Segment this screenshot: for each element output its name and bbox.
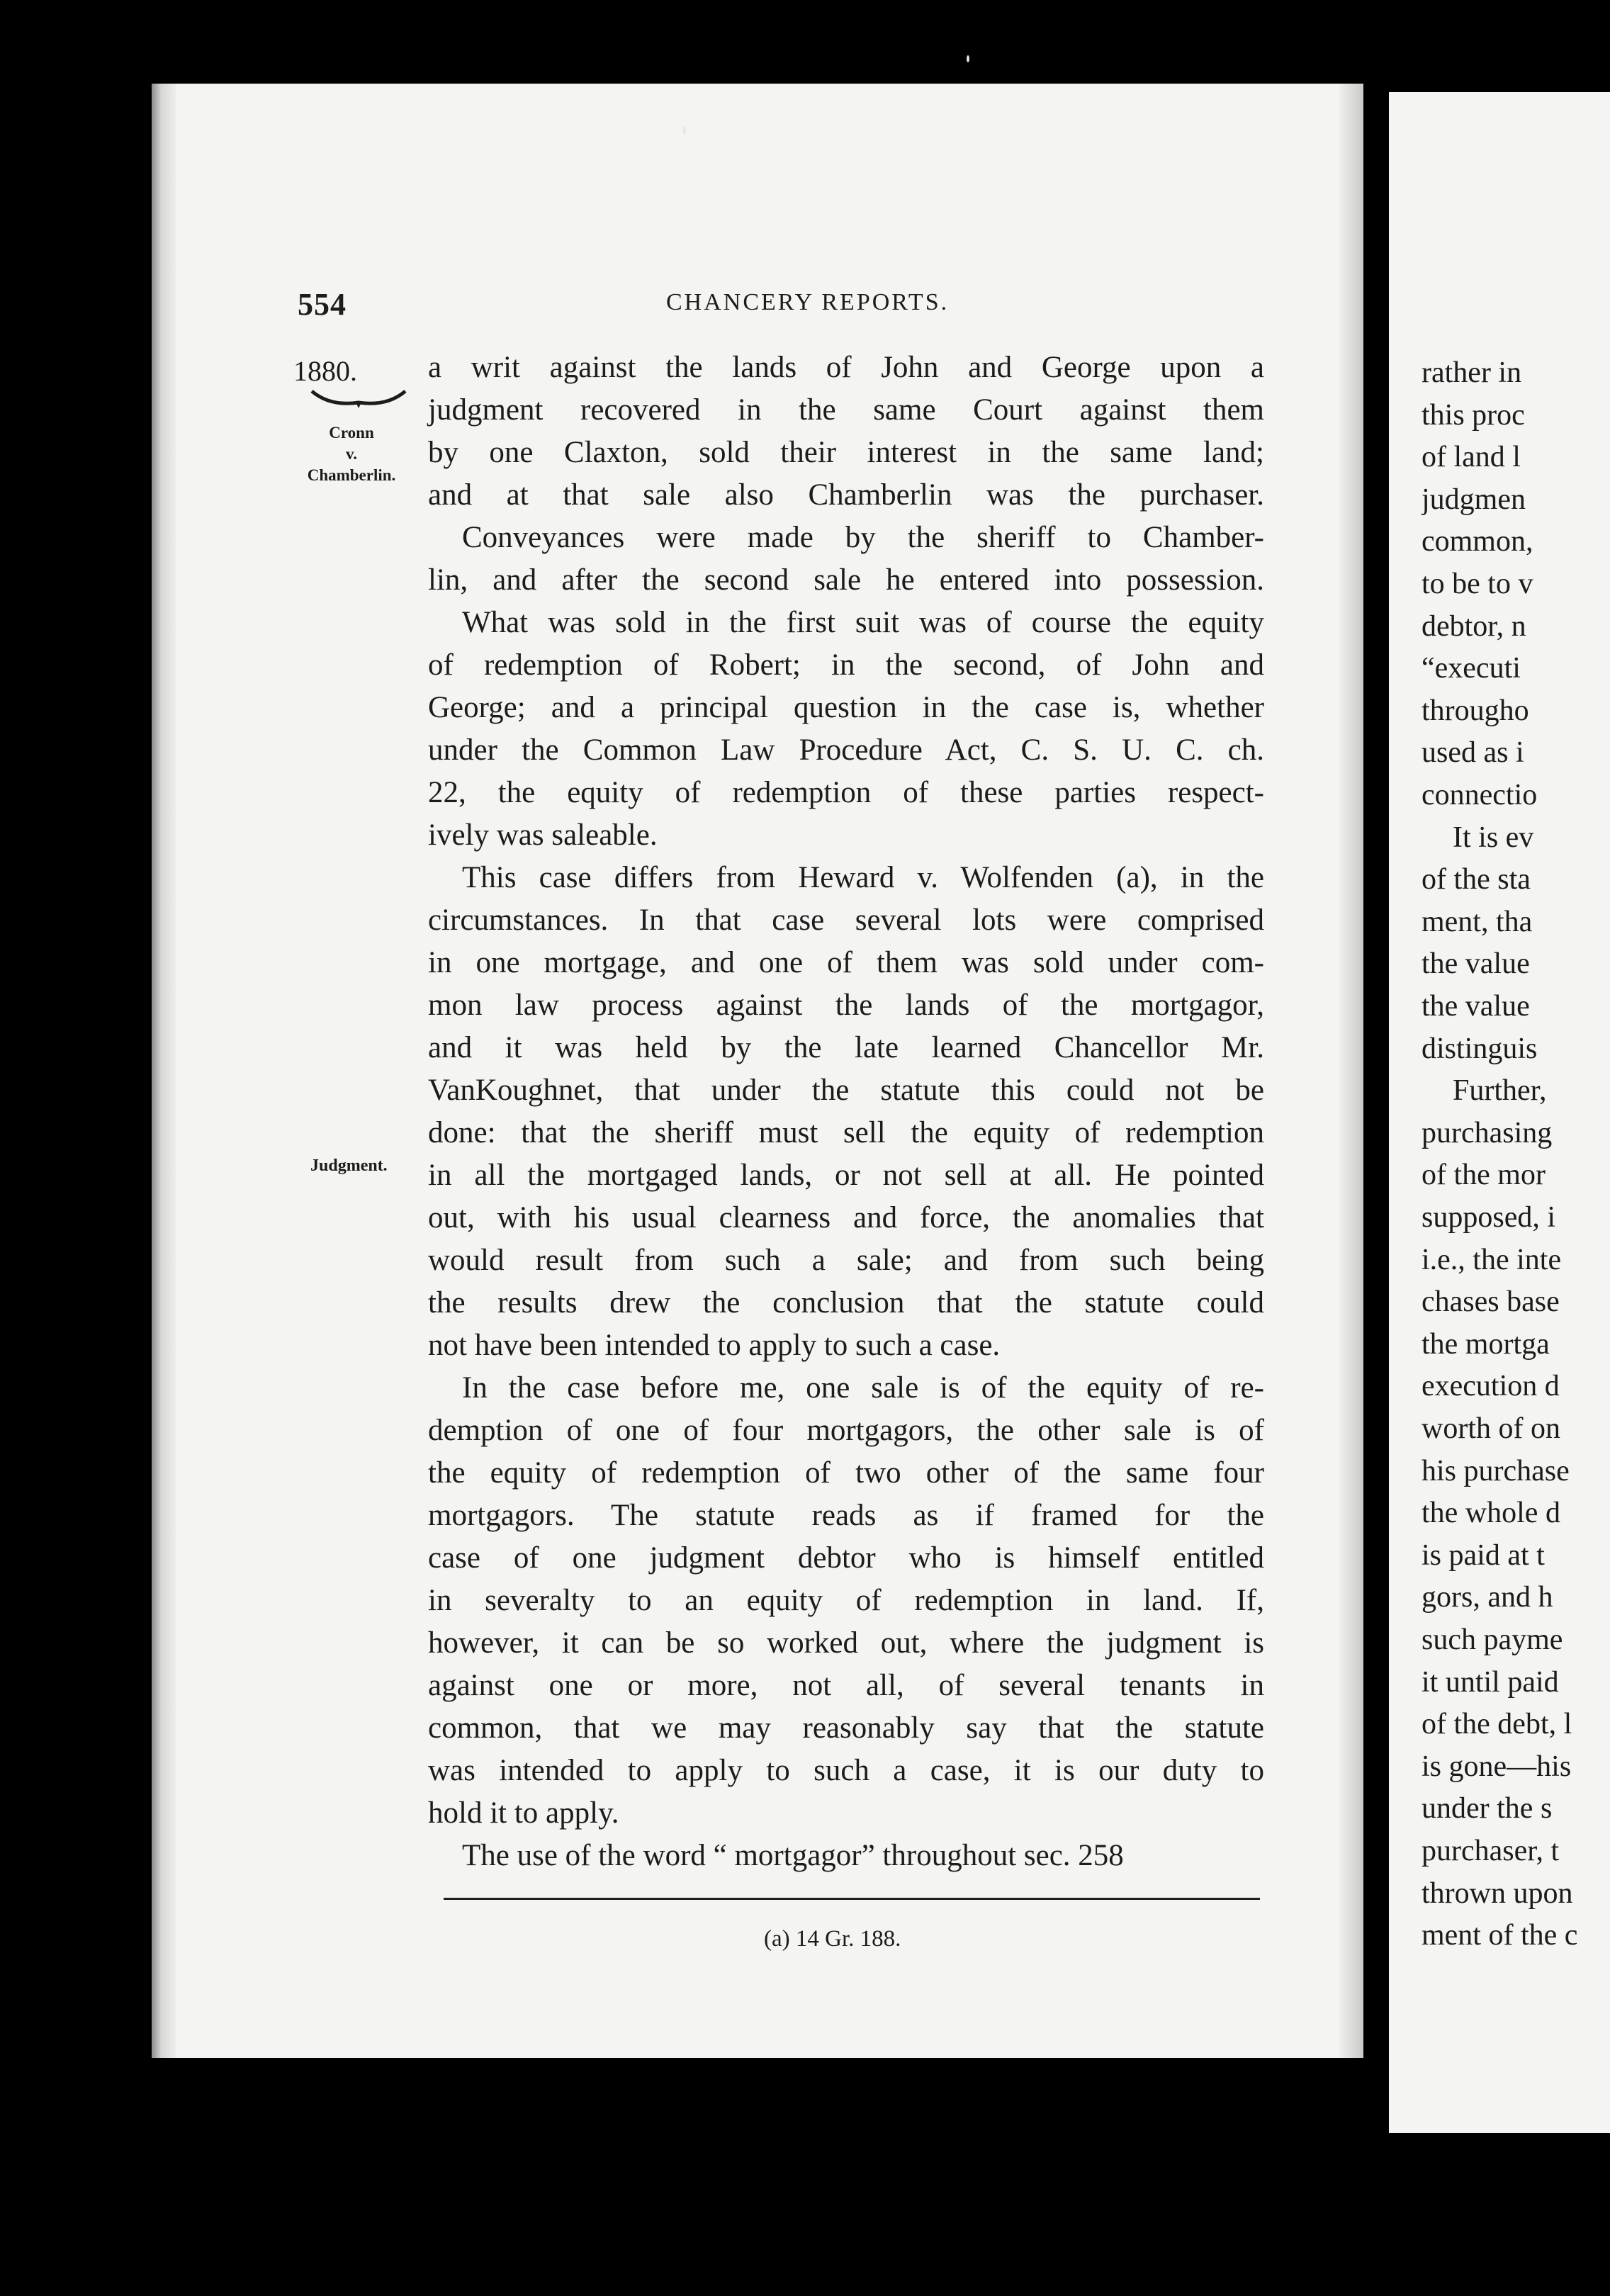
page-fold-shadow [1339,84,1363,2058]
right-page-line: to be to v [1422,568,1533,600]
body-text-line: ively was saleable. [428,818,658,852]
right-page-line: the mortga [1422,1328,1550,1361]
right-page-line: chases base [1422,1285,1560,1318]
body-text-line: hold it to apply. [428,1796,619,1830]
right-page-line: such payme [1422,1623,1563,1656]
right-page-line: judgmen [1422,483,1526,516]
footnote: (a) 14 Gr. 188. [764,1926,901,1952]
body-text-line: in all the mortgaged lands, or not sell at all. He pointed [428,1159,1264,1192]
right-page-line: of land l [1422,441,1521,473]
sidenote-case-name [281,422,422,486]
body-text-line: the results drew the conclusion that the statute could [428,1286,1264,1319]
body-text-line: VanKoughnet, that under the statute this could not be [428,1074,1264,1107]
body-text-line: demption of one of four mortgagors, the other sale is of [428,1414,1264,1447]
right-page-line: the whole d [1422,1497,1560,1529]
right-page-line: connectio [1422,779,1538,811]
right-page-line: ment, tha [1422,906,1533,938]
sidenote-case-line: Cronn [329,424,374,441]
right-page-line: under the s [1422,1792,1553,1825]
right-page-line: of the sta [1422,863,1531,896]
body-text-line: This case differs from Heward v. Wolfenden (a), in the [462,861,1264,894]
body-text-line: mon law process against the lands of the mortgagor, [428,989,1264,1022]
footnote-rule [444,1898,1260,1900]
right-page-line: is gone—his [1422,1750,1572,1783]
body-text-line: against one or more, not all, of several tenants in [428,1669,1264,1702]
page-number: 554 [298,287,347,322]
body-text-line: was intended to apply to such a case, it is our duty to [428,1754,1264,1787]
body-text-line: George; and a principal question in the case is, whether [428,691,1264,724]
body-text-line: mortgagors. The statute reads as if framed for the [428,1499,1264,1532]
right-page-line: common, [1422,525,1533,558]
right-page-line: the value [1422,990,1530,1023]
right-page-line: rather in [1422,356,1522,389]
body-text-line: the equity of redemption of two other of the same four [428,1456,1264,1490]
right-page-line: the value [1422,947,1530,980]
body-text-line: done: that the sheriff must sell the equity of redemption [428,1116,1264,1149]
case-brace-icon [309,387,408,408]
body-text-line: by one Claxton, sold their interest in the same land; [428,436,1264,469]
body-text-line: circumstances. In that case several lots were comprised [428,904,1264,937]
right-page-line: worth of on [1422,1412,1560,1445]
body-text-line: in severalty to an equity of redemption in land. If, [428,1584,1264,1617]
body-text-line: In the case before me, one sale is of the equity of re- [462,1371,1264,1405]
right-page-line: througho [1422,694,1529,727]
sidenote-case-line: Chamberlin. [307,466,396,484]
right-page-line: of the mor [1422,1159,1546,1191]
right-page-line: is paid at t [1422,1539,1545,1572]
right-page-line: used as i [1422,736,1524,769]
right-page-line: purchasing [1422,1117,1553,1149]
sidenote-judgment: Judgment. [310,1157,388,1175]
right-page-line: this proc [1422,399,1525,432]
right-page-line: purchaser, t [1422,1835,1560,1867]
body-text-line: of redemption of Robert; in the second, of John and [428,648,1264,682]
body-text-line: case of one judgment debtor who is himself entitled [428,1541,1264,1575]
body-text-line: out, with his usual clearness and force, the anomalies that [428,1201,1264,1234]
sidenote-year: 1880. [293,355,357,387]
right-page-line: Further, [1453,1074,1547,1107]
right-page-line: his purchase [1422,1455,1570,1487]
right-page-line: ment of the c [1422,1919,1578,1952]
right-page-line: i.e., the inte [1422,1244,1562,1276]
body-text-line: however, it can be so worked out, where the judgment is [428,1626,1264,1660]
right-page-line: it until paid [1422,1666,1559,1699]
body-text-line: The use of the word “ mortgagor” throughout sec. 258 [462,1839,1124,1872]
body-text-line: judgment recovered in the same Court against them [428,393,1264,427]
right-page-line: “executi [1422,652,1521,685]
right-page-line: supposed, i [1422,1201,1555,1234]
body-text-line: and it was held by the late learned Chancellor Mr. [428,1031,1264,1064]
body-text-line: would result from such a sale; and from such being [428,1244,1264,1277]
right-page-line: debtor, n [1422,610,1526,643]
body-text-line: in one mortgage, and one of them was sold under com- [428,946,1264,979]
body-text-line: What was sold in the first suit was of course the equity [462,606,1264,639]
right-page-line: thrown upon [1422,1877,1573,1910]
sidenote-case-line: v. [346,445,357,463]
body-text-line: and at that sale also Chamberlin was the purchaser. [428,478,1264,512]
body-text-line: under the Common Law Procedure Act, C. S. U. C. ch. [428,733,1264,767]
right-page-line: of the debt, l [1422,1708,1572,1740]
right-page-line: gors, and h [1422,1581,1553,1614]
body-text-line: a writ against the lands of John and George upon a [428,351,1264,384]
body-text-line: Conveyances were made by the sheriff to Chamber- [462,521,1264,554]
page-gutter-edge [152,84,176,2058]
body-text-line: common, that we may reasonably say that the statute [428,1711,1264,1745]
body-text-line: lin, and after the second sale he entered into possession. [428,563,1264,597]
running-head: CHANCERY REPORTS. [666,289,950,315]
body-text-line: 22, the equity of redemption of these parties respect- [428,776,1264,809]
paper-speck [683,126,686,135]
body-text-line: not have been intended to apply to such a case. [428,1329,1001,1362]
right-page-line: execution d [1422,1370,1560,1402]
paper-speck [967,55,969,62]
right-page-line: It is ev [1453,821,1534,854]
right-page-line: distinguis [1422,1032,1538,1065]
